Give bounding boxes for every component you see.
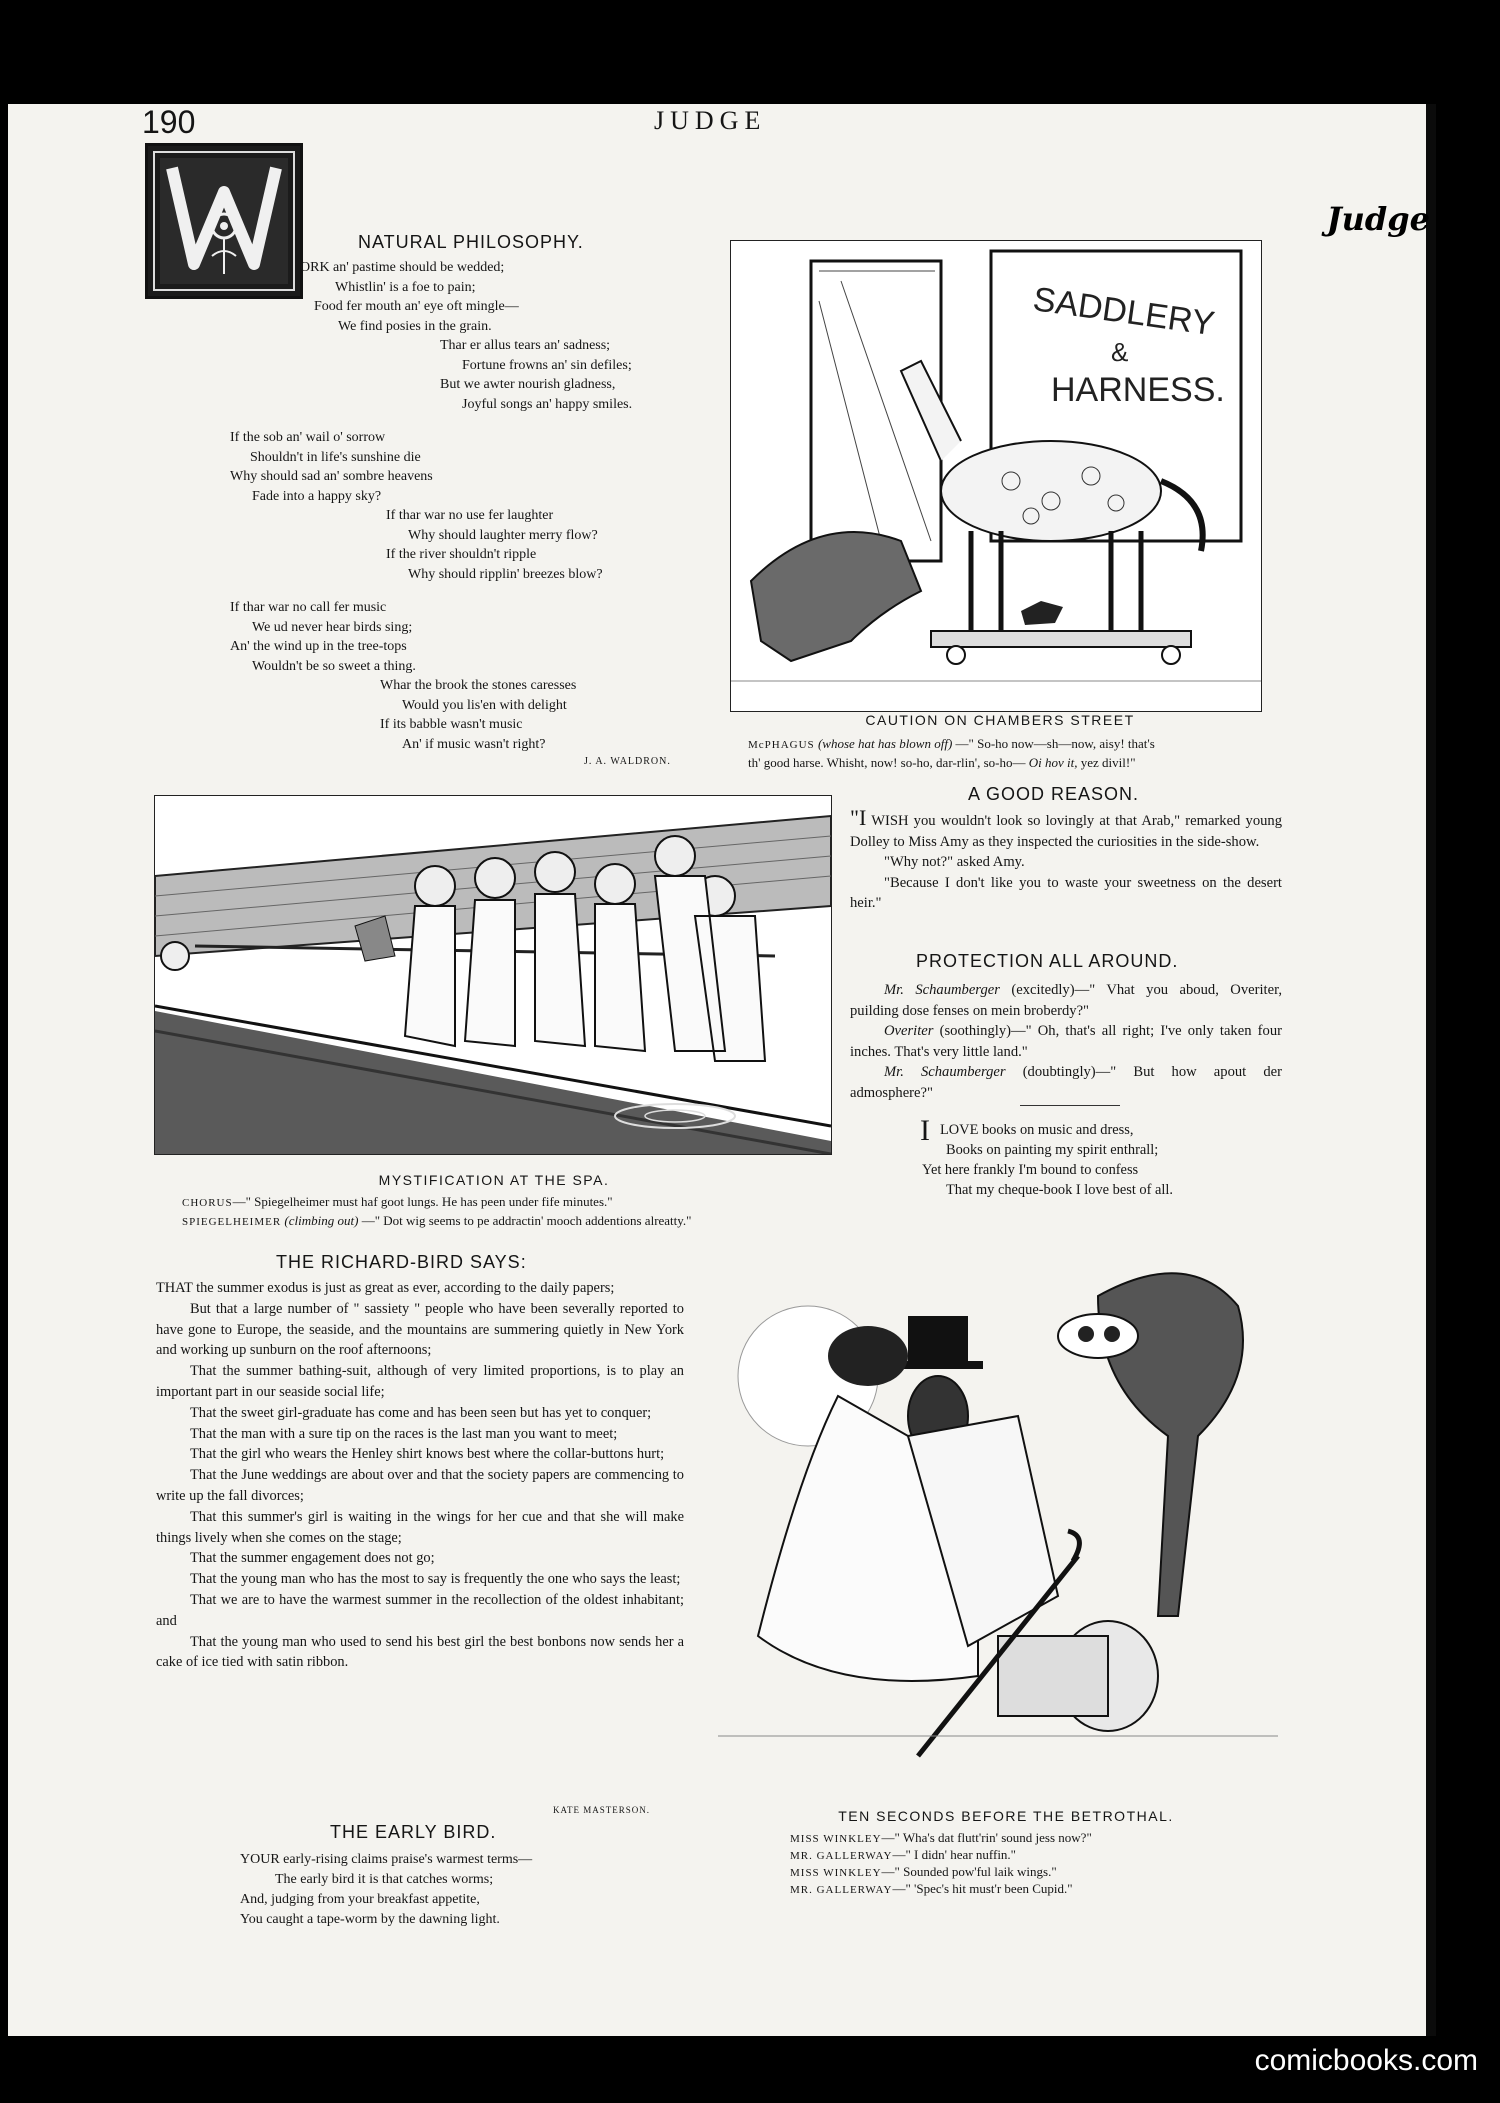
speaker-name: McPHAGUS bbox=[748, 739, 815, 751]
richard-bird-title: THE RICHARD-BIRD SAYS: bbox=[276, 1252, 527, 1272]
stage-direction: (doubtingly) bbox=[1022, 1064, 1096, 1080]
poem-line: Shouldn't in life's sunshine die bbox=[250, 449, 421, 465]
sign-text-ampersand: & bbox=[1111, 337, 1129, 367]
poem-line: An' if music wasn't right? bbox=[402, 736, 546, 752]
poem-line: YOUR early-rising claims praise's warmest terms— bbox=[240, 1852, 533, 1867]
poem-line: If the sob an' wail o' sorrow bbox=[230, 430, 386, 445]
protection-body bbox=[850, 980, 1282, 1103]
good-reason-body bbox=[850, 805, 1283, 914]
speaker-name: Mr. Schaumberger bbox=[884, 982, 1000, 998]
speaker-name: Mr. Schaumberger bbox=[884, 1064, 1006, 1080]
poem-line: If its babble wasn't music bbox=[380, 717, 523, 732]
paragraph-text: That the sweet girl-graduate has come and has been seen but has yet to conquer; bbox=[190, 1404, 652, 1421]
site-watermark: comicbooks.com bbox=[1254, 2044, 1478, 2077]
chambers-street-caption: CAUTION ON CHAMBERS STREET bbox=[865, 712, 1135, 728]
poem-line: An' the wind up in the tree-tops bbox=[230, 639, 407, 654]
stage-direction: (climbing out) bbox=[284, 1213, 359, 1228]
saddlery-horse-drawing bbox=[731, 241, 1261, 711]
quote-dropcap: "I bbox=[850, 805, 867, 830]
early-bird-title: THE EARLY BIRD. bbox=[330, 1822, 497, 1842]
good-reason-title: A GOOD REASON. bbox=[968, 784, 1140, 804]
chambers-street-dialogue bbox=[748, 735, 1268, 771]
dialogue-text: —" Vhat you aboud, Overiter, puilding dose fenses on mein broberdy?" bbox=[850, 982, 1282, 1019]
dialogue-text: —" Dot wig seems to pe addractin' mooch addentions alreatty." bbox=[361, 1213, 692, 1228]
dialogue-text: —" I didn' hear nuffin." bbox=[892, 1847, 1016, 1862]
dialogue-text: —" So-ho now—sh—now, aisy! that's bbox=[955, 736, 1155, 751]
paragraph-text: But that a large number of " sassiety " people who have been severally reported to have gone to Europe, the seaside, and the mountains are summering quietly in New York and working up sunburn on the roof afternoons; bbox=[156, 1300, 684, 1359]
paragraph-text: That we are to have the warmest summer in the recollection of the oldest inhabitant; and bbox=[156, 1591, 684, 1629]
natural-philosophy-stanza-2 bbox=[230, 428, 603, 584]
early-bird-poem bbox=[240, 1850, 532, 1930]
paragraph-text: "Why not?" asked Amy. bbox=[884, 854, 1025, 870]
paragraph-text: WISH you wouldn't look so lovingly at that Arab," remarked young Dolley to Miss Amy as they inspected the curiosities in the side-show. bbox=[850, 813, 1283, 850]
poem-line: The early bird it is that catches worms; bbox=[275, 1872, 494, 1887]
dialogue-text: —" Spiegelheimer must haf goot lungs. He has peen under fife minutes." bbox=[232, 1194, 613, 1209]
dialogue-text: —" But how apout der admosphere?" bbox=[850, 1064, 1282, 1101]
sign-text-saddlery: SADDLERY bbox=[1030, 280, 1217, 344]
poem-line: That my cheque-book I love best of all. bbox=[946, 1182, 1173, 1198]
poem-line: Why should laughter merry flow? bbox=[408, 527, 598, 543]
corner-logo-text: Judge bbox=[1326, 200, 1430, 238]
dialogue-line bbox=[790, 1847, 1290, 1864]
dialogue-text: th' good harse. Whisht, now! so-ho, dar-rlin', so-ho— bbox=[748, 755, 1026, 770]
paragraph-text: "Because I don't like you to waste your sweetness on the desert heir." bbox=[850, 874, 1282, 911]
poem-line: ORK an' pastime should be wedded; bbox=[300, 260, 505, 275]
stage-direction: (soothingly) bbox=[939, 1023, 1011, 1039]
dialogue-text: —" 'Spec's hit must'r been Cupid." bbox=[892, 1881, 1073, 1896]
poem-line: If the river shouldn't ripple bbox=[386, 547, 537, 562]
poem-dropcap: I bbox=[920, 1114, 930, 1147]
paragraph-text: THAT the summer exodus is just as great as ever, according to the daily papers; bbox=[156, 1280, 615, 1296]
author-signature: KATE MASTERSON. bbox=[553, 1805, 651, 1815]
poem-line: We find posies in the grain. bbox=[338, 318, 492, 334]
speaker-name: MISS WINKLEY bbox=[790, 1833, 882, 1845]
poem-line: Whar the brook the stones caresses bbox=[380, 678, 577, 693]
poem-line: Whistlin' is a foe to pain; bbox=[335, 279, 476, 295]
poem-line: Food fer mouth an' eye oft mingle— bbox=[314, 299, 519, 314]
paragraph-text: That the young man who has the most to say is frequently the one who says the least; bbox=[190, 1571, 681, 1588]
dialogue-line bbox=[790, 1864, 1290, 1881]
poem-line: Would you lis'en with delight bbox=[402, 697, 567, 713]
illuminated-dropcap bbox=[145, 143, 303, 299]
dialogue-line bbox=[790, 1881, 1290, 1898]
poem-line: But we awter nourish gladness, bbox=[440, 377, 616, 392]
section-rule bbox=[1020, 1105, 1120, 1106]
stage-direction: (whose hat has blown off) bbox=[817, 736, 953, 751]
couple-on-log-drawing bbox=[718, 1216, 1278, 1786]
stage-direction: (excitedly) bbox=[1011, 982, 1075, 998]
betrothal-caption: TEN SECONDS BEFORE THE BETROTHAL. bbox=[838, 1808, 1174, 1824]
poem-line: If thar war no call fer music bbox=[230, 600, 387, 615]
natural-philosophy-stanza-3 bbox=[230, 598, 576, 754]
poem-line: If thar war no use fer laughter bbox=[386, 508, 554, 523]
spa-caption: MYSTIFICATION AT THE SPA. bbox=[378, 1172, 610, 1188]
poem-line: Fade into a happy sky? bbox=[252, 488, 382, 504]
paragraph-text: That the young man who used to send his best girl the best bonbons now sends her a cake of ice tied with satin ribbon. bbox=[156, 1633, 684, 1671]
paragraph-text: That the summer bathing-suit, although of very limited proportions, is to play an important part in our seaside social life; bbox=[156, 1363, 684, 1400]
poem-line: Why should sad an' sombre heavens bbox=[230, 469, 433, 484]
page-spine bbox=[1426, 104, 1436, 2036]
poem-line: Why should ripplin' breezes blow? bbox=[408, 566, 603, 582]
speaker-name: SPIEGELHEIMER bbox=[182, 1216, 282, 1228]
poem-line: Joyful songs an' happy smiles. bbox=[462, 396, 633, 412]
spa-bathers-drawing bbox=[155, 796, 831, 1154]
betrothal-dialogue bbox=[790, 1830, 1290, 1898]
speaker-name: MISS WINKLEY bbox=[790, 1867, 882, 1879]
paragraph-text: That this summer's girl is waiting in the wings for her cue and that she will make things lively when she comes on the stage; bbox=[156, 1508, 684, 1546]
chambers-street-illustration bbox=[730, 240, 1262, 712]
dialogue-text: —" Sounded pow'ful laik wings." bbox=[881, 1864, 1057, 1879]
poem-line: We ud never hear birds sing; bbox=[252, 619, 413, 635]
paragraph-text: That the girl who wears the Henley shirt knows best where the collar-buttons hurt; bbox=[190, 1446, 665, 1463]
speaker-name: CHORUS bbox=[182, 1197, 233, 1209]
paragraph-text: That the summer engagement does not go; bbox=[190, 1550, 435, 1567]
dialogue-emphasis: Oi hov it, bbox=[1028, 755, 1078, 770]
poem-line: And, judging from your breakfast appetite, bbox=[240, 1892, 480, 1907]
speaker-name: MR. GALLERWAY bbox=[790, 1850, 893, 1862]
author-signature: J. A. WALDRON. bbox=[584, 756, 671, 767]
magazine-title: JUDGE bbox=[654, 106, 767, 135]
poem-line: Thar er allus tears an' sadness; bbox=[440, 338, 611, 353]
poem-line: LOVE books on music and dress, bbox=[940, 1122, 1134, 1138]
dialogue-line bbox=[790, 1830, 1290, 1847]
love-books-poem bbox=[922, 1120, 1173, 1200]
poem-line: Wouldn't be so sweet a thing. bbox=[252, 658, 416, 674]
poem-line: Yet here frankly I'm bound to confess bbox=[922, 1162, 1139, 1178]
speaker-name: Overiter bbox=[884, 1023, 934, 1039]
poem-line: Fortune frowns an' sin defiles; bbox=[462, 357, 632, 373]
dialogue-text: yez divil!" bbox=[1080, 755, 1136, 770]
poem-line: You caught a tape-worm by the dawning light. bbox=[240, 1912, 500, 1927]
richard-bird-body bbox=[156, 1278, 684, 1673]
natural-philosophy-stanza-1 bbox=[300, 258, 632, 414]
dropcap-ornament-icon bbox=[148, 146, 300, 296]
page-number: 190 bbox=[142, 104, 196, 140]
dialogue-text: —" Wha's dat flutt'rin' sound jess now?" bbox=[881, 1830, 1092, 1845]
sign-text-harness: HARNESS. bbox=[1051, 371, 1225, 409]
dialogue-text: —" Oh, that's all right; I've only taken four inches. That's very little land." bbox=[850, 1023, 1282, 1060]
poem-line: Books on painting my spirit enthrall; bbox=[946, 1142, 1159, 1158]
paragraph-text: That the June weddings are about over and that the society papers are commencing to write up the fall divorces; bbox=[156, 1467, 684, 1504]
protection-title: PROTECTION ALL AROUND. bbox=[916, 951, 1179, 971]
paragraph-text: That the man with a sure tip on the races is the last man you want to meet; bbox=[190, 1425, 618, 1442]
spa-illustration bbox=[154, 795, 832, 1155]
speaker-name: MR. GALLERWAY bbox=[790, 1884, 893, 1896]
betrothal-illustration bbox=[718, 1216, 1278, 1786]
natural-philosophy-title: NATURAL PHILOSOPHY. bbox=[358, 232, 584, 252]
